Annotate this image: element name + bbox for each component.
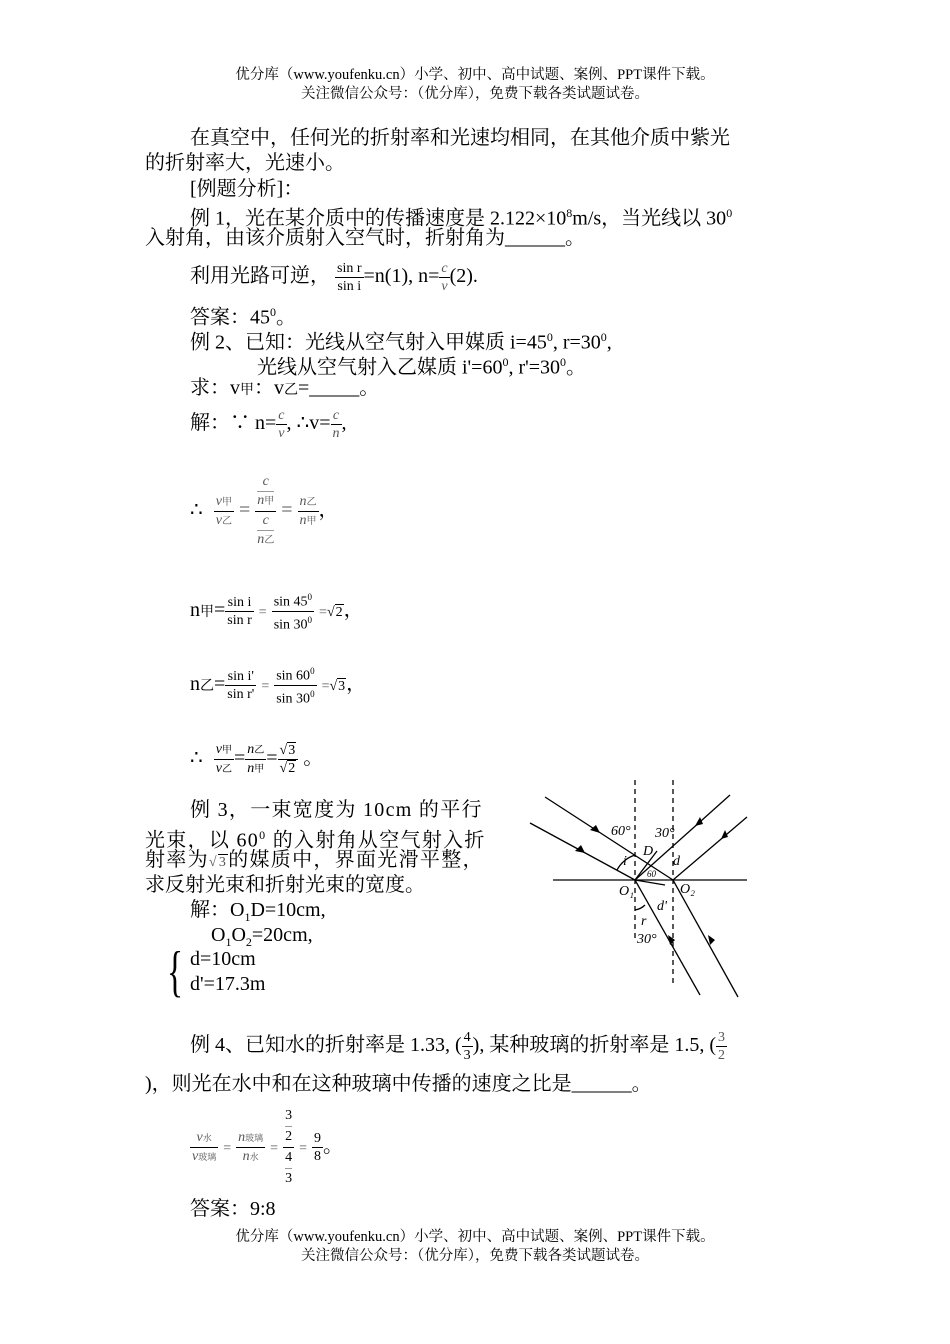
arrow-incident-2 bbox=[590, 825, 600, 833]
label-30-degree-bottom: 30° bbox=[637, 932, 657, 947]
width-marker-dprime bbox=[635, 880, 665, 885]
reflected-ray-1 bbox=[635, 795, 730, 880]
intro-line-1: 在真空中，任何光的折射率和光速均相同，在其他介质中紫光 bbox=[190, 127, 730, 149]
ex2-line-2: 光线从空气射入乙媒质 $i'=60^0$, $r'=30^0$。 bbox=[257, 355, 586, 379]
c-over-v-fraction: $\frac{c}{v}$ bbox=[441, 260, 448, 294]
ex3-line-1: 例 3，一束宽度为 10cm 的平行 bbox=[190, 799, 483, 821]
angle-arc-r bbox=[635, 905, 645, 910]
ex3-line-3: 射率为√3的媒质中，界面光滑平整， bbox=[145, 849, 484, 871]
page-header-line-2: 关注微信公众号：（优分库），免费下载各类试题试卷。 bbox=[301, 86, 649, 102]
arrow-incident-1 bbox=[575, 845, 585, 853]
label-d-prime: d' bbox=[657, 899, 667, 914]
label-d: d bbox=[673, 854, 680, 869]
label-D: D bbox=[643, 844, 654, 859]
reflected-ray-2 bbox=[673, 817, 747, 880]
ex2-line-1: 例 2、已知：光线从空气射入甲媒质 $i=45^0$, $r=30^0$, bbox=[190, 330, 612, 354]
page-header-line-1: 优分库（www.youfenku.cn）小学、初中、高中试题、案例、PPT课件下载。 bbox=[235, 67, 715, 83]
ex3-sol-1: 解：$O_1D=10cm$, bbox=[190, 899, 326, 924]
label-30-degree-top: 30° bbox=[655, 826, 675, 841]
refraction-diagram bbox=[525, 775, 750, 1000]
refracted-ray-2 bbox=[673, 880, 738, 997]
ex4-line-1: 例 4、已知水的折射率是 1.33, ( $\frac{4}{3}$ ), 某种玻璃的折射率是 1.5, ( $\frac{3}{2}$ bbox=[190, 1029, 725, 1063]
ex3-d: d=10cm bbox=[190, 948, 256, 970]
ex1-answer: 答案：$45^0$。 bbox=[190, 305, 296, 329]
incident-ray-2 bbox=[545, 797, 673, 880]
label-60-small: 60 bbox=[647, 869, 656, 879]
ex3-sol-2: $O_1O_2=20cm$, bbox=[211, 924, 313, 949]
arrow-refracted-2 bbox=[708, 935, 715, 945]
n-yi-calculation: n乙= $\frac{\text{sin i'}}{\text{sin r'}}$ = $\frac{\sin 60^0}{\sin 30^0}$ =√3， bbox=[190, 662, 366, 708]
section-title: [例题分析]： bbox=[190, 178, 304, 200]
sin-ratio-fraction: $\frac{\text{sin r}}{\text{sin i}}$ bbox=[337, 260, 362, 294]
ex3-line-4: 求反射光束和折射光束的宽度。 bbox=[145, 874, 425, 896]
ex2-final-ratio: ∴ $\frac{\text{v甲}}{\text{v乙}}$ = $\frac{\text{n乙}}{\text{n甲}}$ = $\frac{√3}{√2}$ 。 bbox=[190, 741, 324, 776]
label-O1: O₁ bbox=[619, 884, 634, 899]
ex2-solution-line: 解：∵ n= $\frac{c}{v}$ , ∴v= $\frac{c}{n}$ , bbox=[190, 407, 347, 441]
page-footer-line-1: 优分库（www.youfenku.cn）小学、初中、高中试题、案例、PPT课件下载。 bbox=[235, 1229, 715, 1245]
label-O2: O₂ bbox=[680, 882, 695, 897]
ex2-question: 求：v甲：v乙=_____。 bbox=[190, 377, 380, 399]
arrow-refracted-1 bbox=[668, 935, 675, 945]
ex4-line-2: )，则光在水中和在这种玻璃中传播的速度之比是______。 bbox=[145, 1073, 652, 1095]
ex1-hint: 利用光路可逆， $\frac{\text{sin r}}{\text{sin i}}$ =n(1), n= $\frac{c}{v}$ (2). bbox=[190, 260, 478, 294]
arrow-reflected-1 bbox=[695, 817, 703, 826]
ex4-answer: 答案：9:8 bbox=[190, 1198, 276, 1220]
ex4-calculation: $\frac{\text{v水}}{\text{v玻璃}}$ = $\frac{\text{n玻璃}}{\text{n水}}$ = 3 2 4 3 = $\frac{9}{8}$ 。 bbox=[192, 1107, 343, 1186]
label-r: r bbox=[641, 914, 647, 929]
ex2-ratio-derivation: ∴ $\frac{\text{v甲}}{\text{v乙}}$ = c n甲 c n乙 = $\frac{\text{n乙}}{\text{n甲}}$ ， bbox=[190, 473, 339, 547]
label-60-degree: 60° bbox=[611, 824, 631, 839]
n-jia-calculation: n甲= $\frac{\text{sin i}}{\text{sin r}}$ = $\frac{\sin 45^0}{\sin 30^0}$ =√2， bbox=[190, 588, 364, 634]
ex1-line-2: 入射角，由该介质射入空气时，折射角为______。 bbox=[145, 227, 585, 249]
ex1-line-1: 例 1，光在某介质中的传播速度是 $2.122\times 10^8m/s$，当光线以 $30^0$ bbox=[190, 206, 733, 230]
page-footer-line-2: 关注微信公众号：（优分库），免费下载各类试题试卷。 bbox=[301, 1248, 649, 1264]
ex3-d-prime: d'=17.3m bbox=[190, 973, 266, 995]
ex3-line-2: 光束，以 $60^0$ 的入射角从空气射入折 bbox=[145, 828, 486, 852]
brace-symbol: { bbox=[167, 941, 184, 1003]
intro-line-2: 的折射率大，光速小。 bbox=[145, 152, 345, 174]
label-i: i bbox=[623, 854, 627, 869]
